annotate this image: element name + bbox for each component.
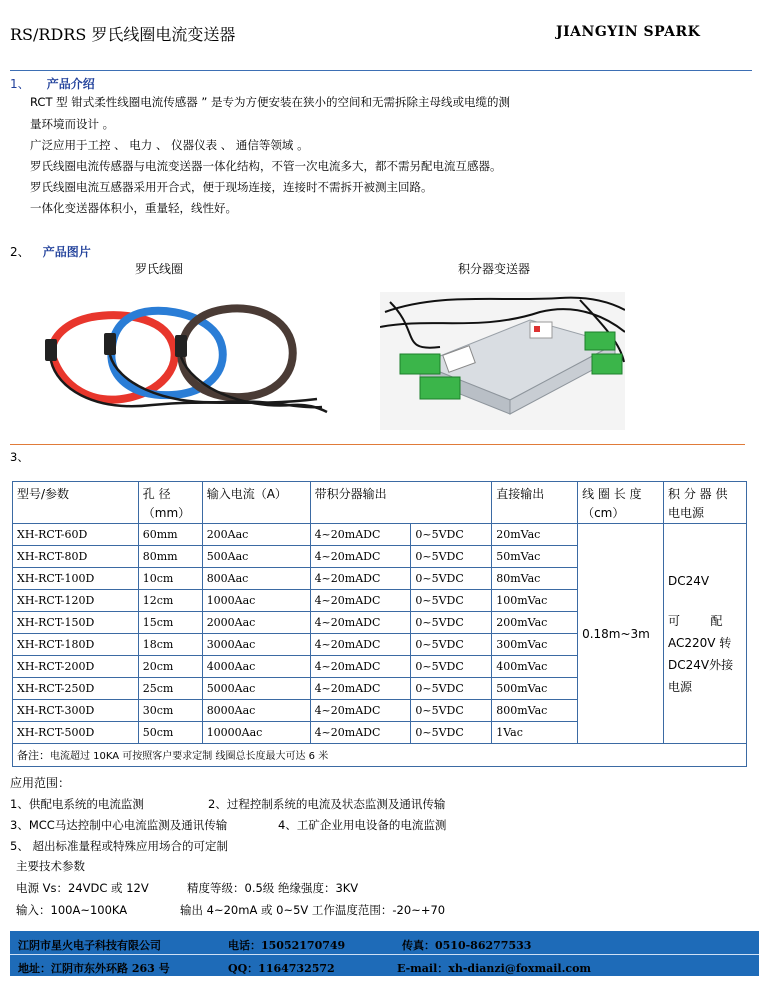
cell-input: 800Aac [202, 568, 310, 590]
application-3: 3、MCC马达控制中心电流监测及通讯传输 [10, 818, 228, 832]
header-input: 输入电流（A） [202, 482, 310, 524]
intro-line-5: 罗氏线圈电流互感器采用开合式，便于现场连接，连接时不需拆开被测主回路。 [30, 180, 433, 194]
cell-voltage-output: 0~5VDC [411, 678, 492, 700]
table-note [13, 744, 747, 767]
cell-model: XH-RCT-300D [13, 700, 139, 722]
header-integrator-output: 带积分器输出 [310, 482, 492, 524]
intro-line-1: RCT 型 钳式柔性线圈电流传感器 ” 是专为方便安装在狭小的空间和无需拆除主母线或电缆的测 [30, 95, 511, 109]
section2-title: 产品图片 [42, 245, 91, 259]
cell-voltage-output: 0~5VDC [411, 656, 492, 678]
footer-fax: 传真：0510-86277533 [402, 939, 532, 952]
cell-input: 8000Aac [202, 700, 310, 722]
cell-input: 1000Aac [202, 590, 310, 612]
spec-power: 电源 Vs：24VDC 或 12V [16, 881, 149, 895]
section-divider [10, 444, 745, 445]
cell-aperture: 20cm [138, 656, 202, 678]
cell-current-output: 4~20mADC [310, 700, 411, 722]
spec-input: 输入：100A~100KA [16, 903, 128, 917]
cell-voltage-output: 0~5VDC [411, 546, 492, 568]
footer-qq: QQ：1164732572 [228, 962, 335, 975]
rogowski-coil-image [32, 287, 332, 427]
cell-current-output: 4~20mADC [310, 656, 411, 678]
spec-output: 输出 4~20mA 或 0~5V 工作温度范围：-20~+70 [180, 903, 446, 917]
footer-email: E-mail：xh-dianzi@foxmail.com [397, 962, 592, 975]
cell-current-output: 4~20mADC [310, 634, 411, 656]
intro-line-6: 一体化变送器体积小，重量轻，线性好。 [30, 201, 237, 215]
header-power-line1: 积 分 器 供 [668, 487, 728, 501]
application-4: 4、工矿企业用电设备的电流监测 [278, 818, 447, 832]
caption-integrator: 积分器变送器 [458, 262, 531, 276]
section3-number: 3、 [10, 450, 29, 464]
cell-current-output: 4~20mADC [310, 590, 411, 612]
note-text: 电流超过 10KA 可按照客户要求定制 线圈总长度最大可达 6 米 [50, 751, 329, 762]
cell-input: 500Aac [202, 546, 310, 568]
cell-direct-output: 50mVac [492, 546, 578, 568]
section1-number: 1、 [10, 77, 30, 91]
footer-divider [10, 954, 759, 955]
cell-current-output: 4~20mADC [310, 546, 411, 568]
cell-aperture: 10cm [138, 568, 202, 590]
header-power-line2: 电电源 [668, 506, 705, 520]
cell-input: 3000Aac [202, 634, 310, 656]
intro-line-3: 广泛应用于工控 、 电力 、 仪器仪表 、 通信等领域 。 [30, 138, 309, 152]
spec-table [12, 481, 747, 767]
header-direct-output: 直接输出 [492, 482, 578, 524]
cell-direct-output: 100mVac [492, 590, 578, 612]
cell-model: XH-RCT-200D [13, 656, 139, 678]
cell-current-output: 4~20mADC [310, 612, 411, 634]
table-note-row [13, 744, 747, 767]
section2-number: 2、 [10, 245, 30, 259]
cell-voltage-output: 0~5VDC [411, 590, 492, 612]
power-line-1: DC24V [668, 573, 710, 588]
cell-aperture: 30cm [138, 700, 202, 722]
cell-model: XH-RCT-180D [13, 634, 139, 656]
cell-voltage-output: 0~5VDC [411, 700, 492, 722]
power-line-3: 可 配 [668, 613, 723, 628]
application-2: 2、过程控制系统的电流及状态监测及通讯传输 [208, 797, 446, 811]
power-line-5: DC24V外接 [668, 657, 734, 672]
header-aperture-line1: 孔 径 [142, 487, 171, 501]
header-power [664, 482, 747, 524]
application-5: 5、 超出标准量程或特殊应用场合的可定制 [10, 839, 228, 853]
cell-model: XH-RCT-60D [13, 524, 139, 546]
cell-model: XH-RCT-120D [13, 590, 139, 612]
cell-input: 10000Aac [202, 722, 310, 744]
cell-current-output: 4~20mADC [310, 722, 411, 744]
cell-aperture: 18cm [138, 634, 202, 656]
cell-current-output: 4~20mADC [310, 678, 411, 700]
intro-line-2: 量环境而设计 。 [30, 117, 115, 131]
page-title: RS/RDRS 罗氏线圈电流变送器 [10, 25, 236, 44]
footer-company: 江阴市星火电子科技有限公司 [18, 939, 161, 952]
cell-input: 5000Aac [202, 678, 310, 700]
power-line-2 [668, 592, 742, 610]
applications-title: 应用范围： [10, 776, 71, 790]
application-1: 1、供配电系统的电流监测 [10, 797, 144, 811]
cell-aperture: 80mm [138, 546, 202, 568]
cell-direct-output: 800mVac [492, 700, 578, 722]
cell-model: XH-RCT-150D [13, 612, 139, 634]
cell-voltage-output: 0~5VDC [411, 524, 492, 546]
cell-direct-output: 80mVac [492, 568, 578, 590]
cell-aperture: 50cm [138, 722, 202, 744]
cell-voltage-output: 0~5VDC [411, 722, 492, 744]
note-label: 备注： [17, 749, 50, 762]
cell-direct-output: 400mVac [492, 656, 578, 678]
header-coil-line2: （cm） [582, 506, 625, 520]
cell-direct-output: 300mVac [492, 634, 578, 656]
header-coil-length [578, 482, 664, 524]
cell-input: 4000Aac [202, 656, 310, 678]
integrator-transmitter-image [380, 292, 625, 430]
section1-title: 产品介绍 [46, 77, 95, 91]
header-aperture [138, 482, 202, 524]
header-divider [10, 70, 752, 71]
section2-heading [10, 241, 91, 260]
cell-voltage-output: 0~5VDC [411, 612, 492, 634]
cell-current-output: 4~20mADC [310, 568, 411, 590]
cell-aperture: 25cm [138, 678, 202, 700]
spec-accuracy: 精度等级：0.5级 绝缘强度：3KV [187, 881, 359, 895]
cell-input: 200Aac [202, 524, 310, 546]
footer-bar [10, 931, 759, 976]
cell-model: XH-RCT-250D [13, 678, 139, 700]
cell-current-output: 4~20mADC [310, 524, 411, 546]
cell-model: XH-RCT-500D [13, 722, 139, 744]
cell-model: XH-RCT-80D [13, 546, 139, 568]
section1-heading [10, 73, 95, 92]
cell-aperture: 60mm [138, 524, 202, 546]
header-aperture-line2: （mm） [142, 506, 191, 520]
header-model: 型号/参数 [13, 482, 139, 524]
cell-voltage-output: 0~5VDC [411, 634, 492, 656]
cell-power-supply [664, 524, 747, 744]
cell-coil-length: 0.18m~3m [578, 524, 664, 744]
intro-line-4: 罗氏线圈电流传感器与电流变送器一体化结构，不管一次电流多大，都不需另配电流互感器。 [30, 159, 502, 173]
cell-aperture: 15cm [138, 612, 202, 634]
specs-title: 主要技术参数 [16, 859, 85, 873]
table-header-row [13, 482, 747, 524]
cell-direct-output: 20mVac [492, 524, 578, 546]
cell-direct-output: 500mVac [492, 678, 578, 700]
cell-input: 2000Aac [202, 612, 310, 634]
cell-model: XH-RCT-100D [13, 568, 139, 590]
cell-direct-output: 200mVac [492, 612, 578, 634]
table-row [13, 524, 747, 546]
header-coil-line1: 线 圈 长 度 [582, 487, 642, 501]
caption-rogowski-coil: 罗氏线圈 [135, 262, 184, 276]
brand-name: JIANGYIN SPARK [556, 24, 701, 40]
footer-phone: 电话：15052170749 [228, 939, 346, 952]
cell-aperture: 12cm [138, 590, 202, 612]
cell-voltage-output: 0~5VDC [411, 568, 492, 590]
power-line-6: 电源 [668, 679, 693, 694]
footer-address: 地址：江阴市东外环路 263 号 [18, 962, 170, 975]
cell-direct-output: 1Vac [492, 722, 578, 744]
power-line-4: AC220V 转 [668, 635, 732, 650]
